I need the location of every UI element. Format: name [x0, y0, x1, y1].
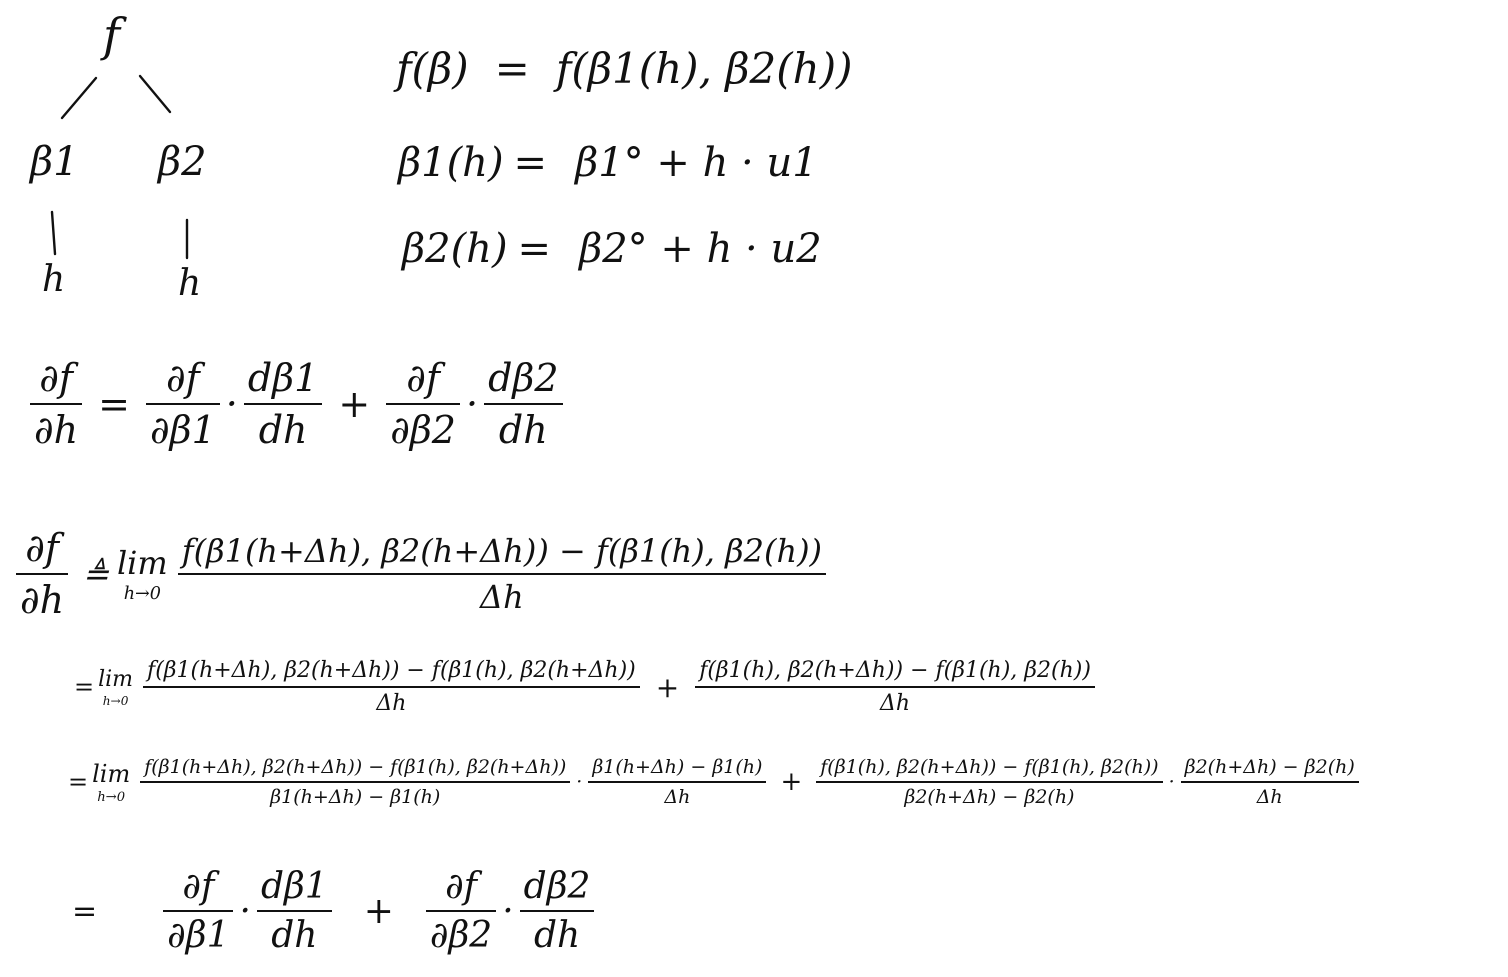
def-beta1-lhs: β1(h) [398, 140, 504, 186]
edge-f-beta1 [62, 78, 96, 118]
d3-f4: $\frac{\beta 2(h+\Delta h) - \beta 2(h)}{\Delta h}$ [1181, 756, 1359, 808]
d3-f2: $\frac{\beta 1(h+\Delta h) - \beta 1(h)}{\Delta h}$ [588, 756, 766, 808]
d2-eq: = [74, 673, 95, 701]
derivation-line-4 [72, 866, 600, 956]
d4-t1b: $\frac{d\beta 1}{dh}$ [257, 866, 332, 956]
chain-t2a: $\frac{\partial f}{\partial\beta 2}$ [386, 356, 460, 452]
chain-eq: = [98, 382, 130, 426]
chain-dot-2: · [465, 382, 479, 426]
chain-t1a: $\frac{\partial f}{\partial\beta 1}$ [146, 356, 220, 452]
d4-t1a: $\frac{\partial f}{\partial\beta 1}$ [163, 866, 233, 956]
chain-dot-1: · [225, 382, 238, 426]
def-beta1-rhs: β1° + h · u1 [575, 140, 818, 186]
d2-f2: $\frac{f(\beta 1(h), \beta 2(h+\Delta h)) - f(\beta 1(h), \beta 2(h))}{\Delta h}$ [695, 658, 1095, 716]
d3-dot-1: · [576, 771, 583, 793]
edge-f-beta2 [140, 76, 170, 112]
derivation-line-3 [68, 756, 1365, 808]
chain-t1b: $\frac{d\beta 1}{dh}$ [244, 356, 322, 452]
d4-eq: = [72, 893, 98, 929]
def-beta2-eq: = [517, 226, 552, 272]
edge-beta1-h [52, 212, 55, 254]
d2-plus: + [655, 670, 680, 704]
d4-plus: + [363, 890, 394, 932]
tree-leaf-h-2: h [178, 263, 202, 304]
def-composite [396, 44, 852, 93]
def-composite-rhs: f(β1(h), β2(h)) [555, 44, 853, 93]
chain-lhs: $\frac{\partial f}{\partial h}$ [30, 356, 82, 452]
d2-lim: lim h→0 [98, 666, 134, 708]
d3-f1: $\frac{f(\beta 1(h+\Delta h), \beta 2(h+\Delta h)) - f(\beta 1(h), \beta 2(h+\Delta h))}{\beta 1(h+\Delta h) - \beta 1(h)}$ [140, 756, 570, 808]
d3-lim: lim h→0 [92, 759, 131, 805]
d4-t2a: $\frac{\partial f}{\partial\beta 2}$ [426, 866, 496, 956]
chain-rule [24, 356, 569, 452]
chain-plus: + [338, 382, 371, 426]
tree-root-f: f [103, 8, 121, 62]
d4-t2b: $\frac{d\beta 2}{dh}$ [520, 866, 595, 956]
d3-f3: $\frac{f(\beta 1(h), \beta 2(h+\Delta h)) - f(\beta 1(h), \beta 2(h))}{\beta 2(h+\Delta h) - \beta 2(h)}$ [816, 756, 1162, 808]
def-beta1 [398, 140, 818, 186]
def-composite-lhs: f(β) [396, 44, 469, 93]
d4-dot-1: · [239, 890, 251, 932]
def-beta2-lhs: β2(h) [402, 226, 508, 272]
d2-f1: $\frac{f(\beta 1(h+\Delta h), \beta 2(h+\Delta h)) - f(\beta 1(h), \beta 2(h+\Delta h))}{\Delta h}$ [143, 658, 640, 716]
tree-node-beta2: β2 [158, 139, 207, 185]
d1-lhs: $\frac{\partial f}{\partial h}$ [16, 526, 68, 622]
def-beta2 [402, 226, 822, 272]
def-composite-eq: = [494, 44, 530, 93]
def-beta1-eq: = [513, 140, 548, 186]
d3-plus: + [780, 767, 803, 797]
d1-frac: $\frac{f(\beta 1(h+\Delta h), \beta 2(h+\Delta h)) - f(\beta 1(h), \beta 2(h))}{\Delta h}$ [178, 532, 826, 616]
tree-leaf-h-1: h [42, 259, 66, 300]
d1-lim: lim h→0 [116, 544, 168, 604]
derivation-line-2 [74, 658, 1101, 716]
derivation-line-1 [16, 526, 832, 622]
tree-node-beta1: β1 [30, 139, 79, 185]
chain-t2b: $\frac{d\beta 2}{dh}$ [484, 356, 562, 452]
d3-dot-2: · [1168, 771, 1175, 793]
d1-defeq: ≜ [82, 555, 109, 593]
def-beta2-rhs: β2° + h · u2 [579, 226, 822, 272]
d3-eq: = [68, 768, 89, 796]
d4-dot-2: · [502, 890, 514, 932]
